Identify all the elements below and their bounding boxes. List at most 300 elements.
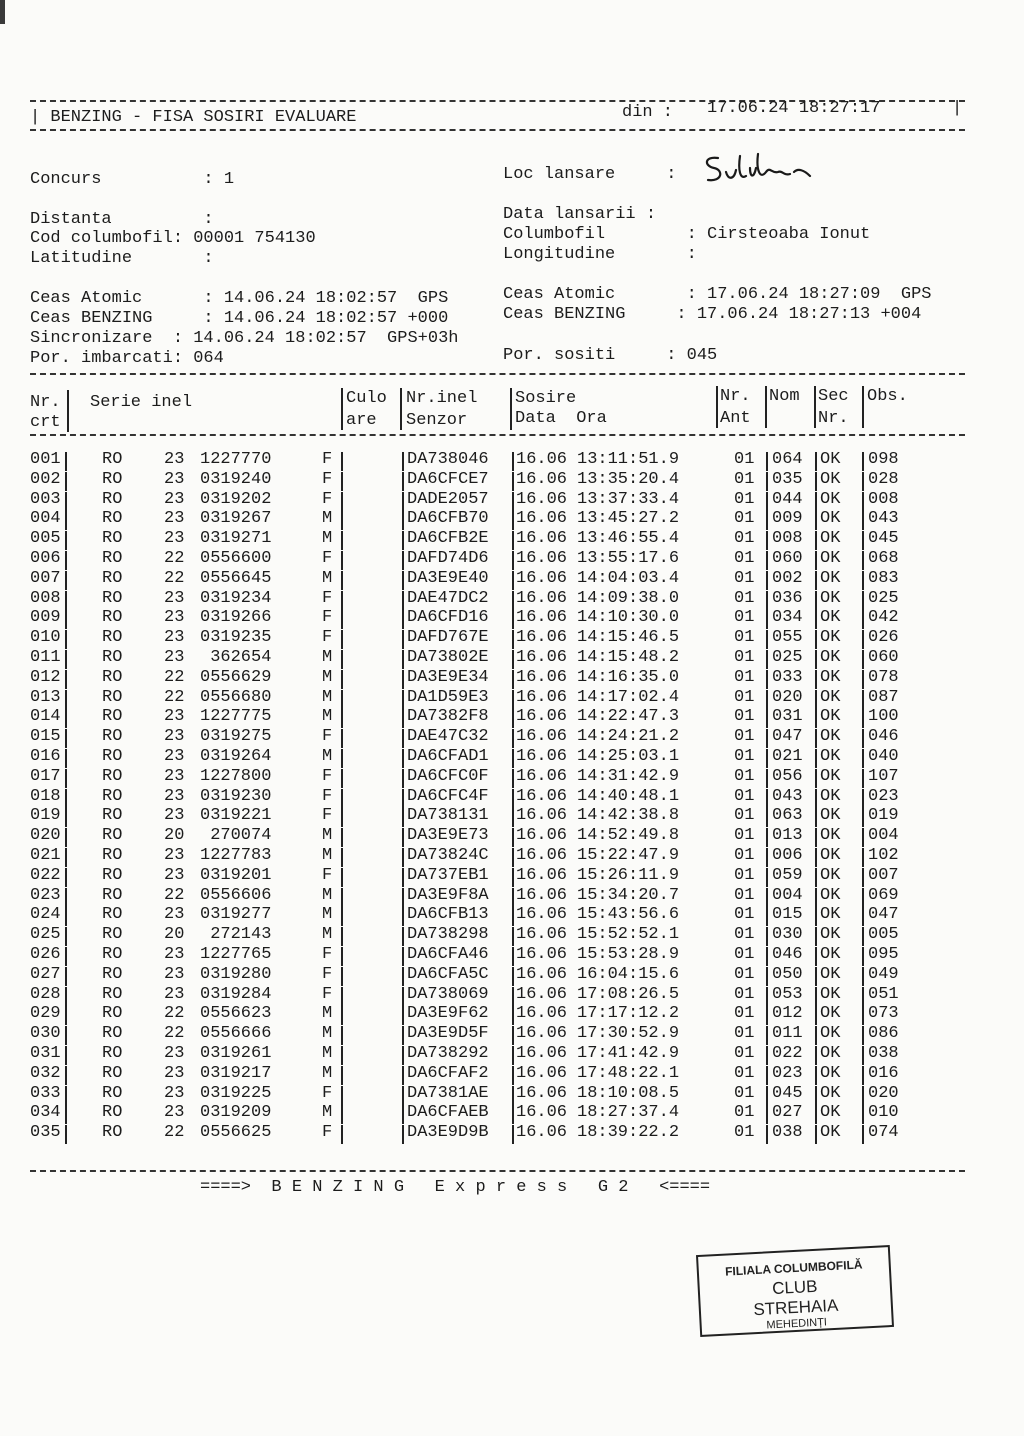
report-title: | BENZING - FISA SOSIRI EVALUARE xyxy=(30,108,357,127)
col-divider xyxy=(815,650,817,669)
cell-ring-number: 0556680 xyxy=(200,687,272,707)
cell-obs: 046 xyxy=(868,727,899,747)
col-divider xyxy=(65,1105,67,1124)
col-serie-inel: Serie inel xyxy=(90,393,193,412)
cell-ant: 01 xyxy=(734,450,755,469)
cell-nr: 011 xyxy=(30,648,61,667)
col-divider xyxy=(766,690,768,709)
cell-date: 16.06 xyxy=(516,905,568,925)
col-divider xyxy=(765,386,767,428)
col-divider xyxy=(512,947,514,966)
col-divider xyxy=(766,808,768,827)
col-divider xyxy=(862,551,864,570)
cell-obs: 060 xyxy=(868,648,899,667)
cell-ant: 01 xyxy=(734,648,755,667)
cell-sex: M xyxy=(322,529,333,549)
cell-ring-number: 1227783 xyxy=(200,846,272,865)
cell-sensor: DA3E9E40 xyxy=(407,568,489,588)
cell-date: 16.06 xyxy=(516,450,568,469)
cell-ant: 01 xyxy=(734,608,755,628)
cell-time: 14:15:48.2 xyxy=(577,648,680,667)
col-divider xyxy=(402,927,404,946)
footer-brand: ====> B E N Z I N G E x p r e s s G 2 <==== xyxy=(200,1178,711,1197)
col-divider xyxy=(402,1105,404,1124)
cell-sec: OK xyxy=(820,846,841,865)
cell-year: 23 xyxy=(164,529,185,549)
col-divider xyxy=(512,531,514,550)
col-divider xyxy=(862,987,864,1006)
cell-country: RO xyxy=(102,568,123,588)
cell-time: 17:08:26.5 xyxy=(577,984,680,1004)
cell-sensor: DA737EB1 xyxy=(407,865,489,885)
cell-ring-number: 0319209 xyxy=(200,1103,272,1123)
cell-year: 23 xyxy=(164,450,185,469)
cell-country: RO xyxy=(102,667,123,687)
col-divider xyxy=(815,670,817,689)
cell-ant: 01 xyxy=(734,964,755,984)
cell-sensor: DAE47DC2 xyxy=(407,588,489,608)
col-divider xyxy=(862,472,864,491)
col-divider xyxy=(512,749,514,768)
cell-obs: 100 xyxy=(868,707,899,727)
col-divider xyxy=(862,571,864,590)
col-divider xyxy=(766,610,768,629)
col-divider xyxy=(341,868,343,887)
cell-year: 23 xyxy=(164,648,185,667)
cell-sec: OK xyxy=(820,945,841,964)
stamp-line-4: MEHEDINȚI xyxy=(766,1316,828,1332)
cell-time: 15:53:28.9 xyxy=(577,945,680,964)
col-divider xyxy=(65,709,67,728)
col-divider xyxy=(402,967,404,986)
col-divider xyxy=(815,492,817,511)
col-divider xyxy=(65,1125,67,1144)
cell-sensor: DA6CFC4F xyxy=(407,786,489,806)
cell-country: RO xyxy=(102,984,123,1004)
cell-obs: 102 xyxy=(868,846,899,865)
cell-obs: 020 xyxy=(868,1083,899,1103)
cell-nom: 033 xyxy=(772,667,803,687)
cell-nr: 004 xyxy=(30,509,61,529)
cell-nr: 035 xyxy=(30,1123,61,1143)
col-divider xyxy=(341,492,343,511)
col-divider xyxy=(65,888,67,907)
col-divider xyxy=(815,927,817,946)
col-divider xyxy=(65,571,67,590)
cell-sec: OK xyxy=(820,727,841,747)
cell-country: RO xyxy=(102,549,123,568)
cell-sec: OK xyxy=(820,885,841,905)
cell-sex: F xyxy=(322,964,333,984)
cell-sensor: DAFD767E xyxy=(407,628,489,648)
col-divider xyxy=(402,492,404,511)
cell-year: 23 xyxy=(164,707,185,727)
cell-obs: 004 xyxy=(868,826,899,846)
col-divider xyxy=(862,967,864,986)
cell-ring-number: 0556629 xyxy=(200,667,272,687)
cell-sex: M xyxy=(322,905,333,925)
col-divider xyxy=(862,690,864,709)
cell-nr: 017 xyxy=(30,766,61,786)
cell-ring-number: 0319217 xyxy=(200,1063,272,1083)
table-bottom-rule xyxy=(30,1170,965,1172)
col-divider xyxy=(65,947,67,966)
col-divider xyxy=(341,452,343,471)
cell-nom: 006 xyxy=(772,846,803,865)
cell-country: RO xyxy=(102,450,123,469)
col-divider xyxy=(65,591,67,610)
col-divider xyxy=(65,511,67,530)
col-divider xyxy=(815,1086,817,1105)
col-divider xyxy=(815,1105,817,1124)
cell-year: 22 xyxy=(164,687,185,707)
cell-sec: OK xyxy=(820,1083,841,1103)
cell-year: 22 xyxy=(164,667,185,687)
cod-columbofil-line: Cod columbofil: 00001 754130 xyxy=(30,229,316,248)
col-divider xyxy=(766,1105,768,1124)
cell-sensor: DA3E9F8A xyxy=(407,885,489,905)
cell-date: 16.06 xyxy=(516,1024,568,1044)
cell-nr: 009 xyxy=(30,608,61,628)
col-divider xyxy=(65,690,67,709)
col-divider xyxy=(766,848,768,867)
col-divider xyxy=(402,848,404,867)
cell-time: 13:45:27.2 xyxy=(577,509,680,529)
cell-country: RO xyxy=(102,945,123,964)
cell-sec: OK xyxy=(820,667,841,687)
col-divider xyxy=(65,987,67,1006)
col-divider xyxy=(862,848,864,867)
col-divider xyxy=(65,551,67,570)
cell-country: RO xyxy=(102,747,123,766)
col-divider xyxy=(862,888,864,907)
cell-date: 16.06 xyxy=(516,786,568,806)
col-divider xyxy=(815,571,817,590)
col-divider xyxy=(65,868,67,887)
cell-sex: F xyxy=(322,469,333,489)
cell-obs: 019 xyxy=(868,806,899,826)
col-divider xyxy=(341,1105,343,1124)
cell-nr: 031 xyxy=(30,1044,61,1063)
col-divider xyxy=(512,1026,514,1045)
por-sositi-line: Por. sositi : 045 xyxy=(503,346,718,365)
col-divider xyxy=(402,551,404,570)
cell-obs: 095 xyxy=(868,945,899,964)
col-divider xyxy=(815,1026,817,1045)
cell-sex: M xyxy=(322,925,333,945)
col-divider xyxy=(862,452,864,471)
cell-ant: 01 xyxy=(734,727,755,747)
cell-sex: F xyxy=(322,450,333,469)
cell-sec: OK xyxy=(820,648,841,667)
col-divider xyxy=(402,690,404,709)
cell-sex: F xyxy=(322,727,333,747)
col-divider xyxy=(766,551,768,570)
col-divider xyxy=(512,492,514,511)
cell-sex: M xyxy=(322,747,333,766)
col-divider xyxy=(341,571,343,590)
cell-time: 14:15:46.5 xyxy=(577,628,680,648)
cell-nr: 015 xyxy=(30,727,61,747)
cell-nom: 055 xyxy=(772,628,803,648)
cell-ring-number: 0319277 xyxy=(200,905,272,925)
col-divider xyxy=(766,1086,768,1105)
cell-time: 17:30:52.9 xyxy=(577,1024,680,1044)
col-nr-inel-2: Senzor xyxy=(406,411,468,430)
cell-time: 14:31:42.9 xyxy=(577,766,680,786)
cell-country: RO xyxy=(102,1123,123,1143)
cell-time: 15:52:52.1 xyxy=(577,925,680,945)
cell-country: RO xyxy=(102,727,123,747)
cell-ant: 01 xyxy=(734,1063,755,1083)
cell-nom: 034 xyxy=(772,608,803,628)
cell-sex: M xyxy=(322,885,333,905)
cell-date: 16.06 xyxy=(516,1004,568,1024)
cell-date: 16.06 xyxy=(516,964,568,984)
cell-year: 23 xyxy=(164,766,185,786)
col-divider xyxy=(766,630,768,649)
col-divider xyxy=(512,888,514,907)
cell-time: 14:17:02.4 xyxy=(577,687,680,707)
cell-sec: OK xyxy=(820,1103,841,1123)
col-divider xyxy=(815,907,817,926)
col-divider xyxy=(815,947,817,966)
col-divider xyxy=(402,1046,404,1065)
col-divider xyxy=(862,511,864,530)
col-divider xyxy=(341,1125,343,1144)
longitudine-line: Longitudine : xyxy=(503,245,697,264)
col-divider xyxy=(512,650,514,669)
table-header-bottom-rule xyxy=(30,434,965,436)
cell-nom: 053 xyxy=(772,984,803,1004)
cell-sec: OK xyxy=(820,806,841,826)
col-divider xyxy=(862,591,864,610)
cell-ant: 01 xyxy=(734,826,755,846)
col-divider xyxy=(862,927,864,946)
cell-nr: 007 xyxy=(30,568,61,588)
col-obs: Obs. xyxy=(867,387,908,406)
cell-sec: OK xyxy=(820,1044,841,1063)
col-divider xyxy=(402,987,404,1006)
cell-obs: 083 xyxy=(868,568,899,588)
col-divider xyxy=(512,769,514,788)
col-divider xyxy=(341,1066,343,1085)
col-divider xyxy=(341,670,343,689)
col-divider xyxy=(766,927,768,946)
col-divider xyxy=(766,987,768,1006)
cell-year: 23 xyxy=(164,1103,185,1123)
cell-ring-number: 0319235 xyxy=(200,628,272,648)
cell-sex: M xyxy=(322,826,333,846)
cell-country: RO xyxy=(102,1044,123,1063)
col-divider xyxy=(766,452,768,471)
col-divider xyxy=(862,749,864,768)
ceas-atomic-right: Ceas Atomic : 17.06.24 18:27:09 GPS xyxy=(503,285,932,304)
cell-time: 14:04:03.4 xyxy=(577,568,680,588)
cell-nom: 064 xyxy=(772,450,803,469)
cell-year: 23 xyxy=(164,1044,185,1063)
cell-country: RO xyxy=(102,1063,123,1083)
col-divider xyxy=(766,472,768,491)
cell-time: 13:55:17.6 xyxy=(577,549,680,568)
cell-nr: 030 xyxy=(30,1024,61,1044)
col-divider xyxy=(815,888,817,907)
col-divider xyxy=(341,591,343,610)
col-divider xyxy=(512,630,514,649)
cell-ant: 01 xyxy=(734,489,755,509)
cell-obs: 107 xyxy=(868,766,899,786)
cell-sensor: DA3E9E73 xyxy=(407,826,489,846)
col-divider xyxy=(402,610,404,629)
col-divider xyxy=(341,388,343,430)
cell-sensor: DAFD74D6 xyxy=(407,549,489,568)
cell-sec: OK xyxy=(820,1063,841,1083)
cell-year: 20 xyxy=(164,826,185,846)
cell-country: RO xyxy=(102,964,123,984)
cell-ant: 01 xyxy=(734,707,755,727)
col-divider xyxy=(512,709,514,728)
cell-sensor: DA6CFC0F xyxy=(407,766,489,786)
cell-time: 18:39:22.2 xyxy=(577,1123,680,1143)
cell-ant: 01 xyxy=(734,1004,755,1024)
cell-sensor: DA6CFB13 xyxy=(407,905,489,925)
cell-time: 15:26:11.9 xyxy=(577,865,680,885)
cell-nr: 023 xyxy=(30,885,61,905)
col-divider xyxy=(862,828,864,847)
cell-sensor: DA3E9D9B xyxy=(407,1123,489,1143)
col-divider xyxy=(65,531,67,550)
cell-time: 14:16:35.0 xyxy=(577,667,680,687)
cell-country: RO xyxy=(102,925,123,945)
col-divider xyxy=(766,1006,768,1025)
col-divider xyxy=(341,749,343,768)
col-divider xyxy=(341,1046,343,1065)
col-divider xyxy=(512,1046,514,1065)
col-divider xyxy=(65,1086,67,1105)
cell-nr: 018 xyxy=(30,786,61,806)
cell-sensor: DA738069 xyxy=(407,984,489,1004)
col-nr-crt-1: Nr. xyxy=(30,393,61,412)
col-divider xyxy=(65,1026,67,1045)
cell-sex: M xyxy=(322,648,333,667)
cell-sensor: DA738292 xyxy=(407,1044,489,1063)
cell-sex: M xyxy=(322,1044,333,1063)
cell-ring-number: 0319284 xyxy=(200,984,272,1004)
cell-year: 22 xyxy=(164,549,185,568)
cell-ring-number: 0319280 xyxy=(200,964,272,984)
cell-obs: 038 xyxy=(868,1044,899,1063)
col-divider xyxy=(766,492,768,511)
cell-country: RO xyxy=(102,608,123,628)
cell-year: 23 xyxy=(164,628,185,648)
cell-sensor: DA7381AE xyxy=(407,1083,489,1103)
col-divider xyxy=(402,868,404,887)
cell-sec: OK xyxy=(820,549,841,568)
cell-country: RO xyxy=(102,687,123,707)
col-divider xyxy=(862,531,864,550)
cell-time: 13:46:55.4 xyxy=(577,529,680,549)
col-divider xyxy=(341,472,343,491)
col-nr-ant-2: Ant xyxy=(720,409,751,428)
col-divider xyxy=(512,907,514,926)
cell-year: 23 xyxy=(164,806,185,826)
stamp-line-1: FILIALA COLUMBOFILĂ xyxy=(724,1257,863,1279)
cell-nr: 006 xyxy=(30,549,61,568)
cell-nom: 050 xyxy=(772,964,803,984)
cell-nr: 001 xyxy=(30,450,61,469)
cell-ant: 01 xyxy=(734,529,755,549)
cell-date: 16.06 xyxy=(516,885,568,905)
col-divider xyxy=(862,1066,864,1085)
cell-date: 16.06 xyxy=(516,925,568,945)
col-divider xyxy=(512,729,514,748)
cell-sensor: DA73802E xyxy=(407,648,489,667)
cell-country: RO xyxy=(102,648,123,667)
cell-sensor: DA73824C xyxy=(407,846,489,865)
cell-time: 14:10:30.0 xyxy=(577,608,680,628)
col-divider xyxy=(862,789,864,808)
cell-year: 23 xyxy=(164,786,185,806)
cell-date: 16.06 xyxy=(516,1063,568,1083)
cell-sec: OK xyxy=(820,984,841,1004)
col-divider xyxy=(512,927,514,946)
cell-sex: F xyxy=(322,984,333,1004)
cell-ring-number: 272143 xyxy=(200,925,272,945)
cell-ant: 01 xyxy=(734,1083,755,1103)
cell-country: RO xyxy=(102,1004,123,1024)
cell-nom: 046 xyxy=(772,945,803,964)
col-divider xyxy=(766,729,768,748)
col-divider xyxy=(862,610,864,629)
cell-country: RO xyxy=(102,509,123,529)
cell-sex: M xyxy=(322,846,333,865)
cell-time: 14:22:47.3 xyxy=(577,707,680,727)
cell-obs: 069 xyxy=(868,885,899,905)
cell-nom: 036 xyxy=(772,588,803,608)
col-divider xyxy=(341,789,343,808)
col-divider xyxy=(815,531,817,550)
cell-sensor: DA6CFD16 xyxy=(407,608,489,628)
cell-ring-number: 0319275 xyxy=(200,727,272,747)
cell-nom: 023 xyxy=(772,1063,803,1083)
cell-country: RO xyxy=(102,846,123,865)
col-divider xyxy=(815,789,817,808)
col-divider xyxy=(65,769,67,788)
cell-obs: 023 xyxy=(868,786,899,806)
cell-nom: 043 xyxy=(772,786,803,806)
loc-lansare-line: Loc lansare : xyxy=(503,165,677,184)
cell-time: 14:52:49.8 xyxy=(577,826,680,846)
cell-year: 23 xyxy=(164,865,185,885)
cell-ring-number: 0319261 xyxy=(200,1044,272,1063)
col-culoare-2: are xyxy=(346,411,377,430)
col-divider xyxy=(512,1125,514,1144)
cell-obs: 073 xyxy=(868,1004,899,1024)
cell-sec: OK xyxy=(820,1024,841,1044)
col-divider xyxy=(65,1006,67,1025)
cell-year: 22 xyxy=(164,1024,185,1044)
cell-date: 16.06 xyxy=(516,1103,568,1123)
cell-nr: 010 xyxy=(30,628,61,648)
cell-sensor: DAE47C32 xyxy=(407,727,489,747)
col-divider xyxy=(766,650,768,669)
col-divider xyxy=(341,1026,343,1045)
cell-nr: 016 xyxy=(30,747,61,766)
col-divider xyxy=(341,808,343,827)
cell-country: RO xyxy=(102,806,123,826)
cell-time: 17:48:22.1 xyxy=(577,1063,680,1083)
cell-obs: 068 xyxy=(868,549,899,568)
